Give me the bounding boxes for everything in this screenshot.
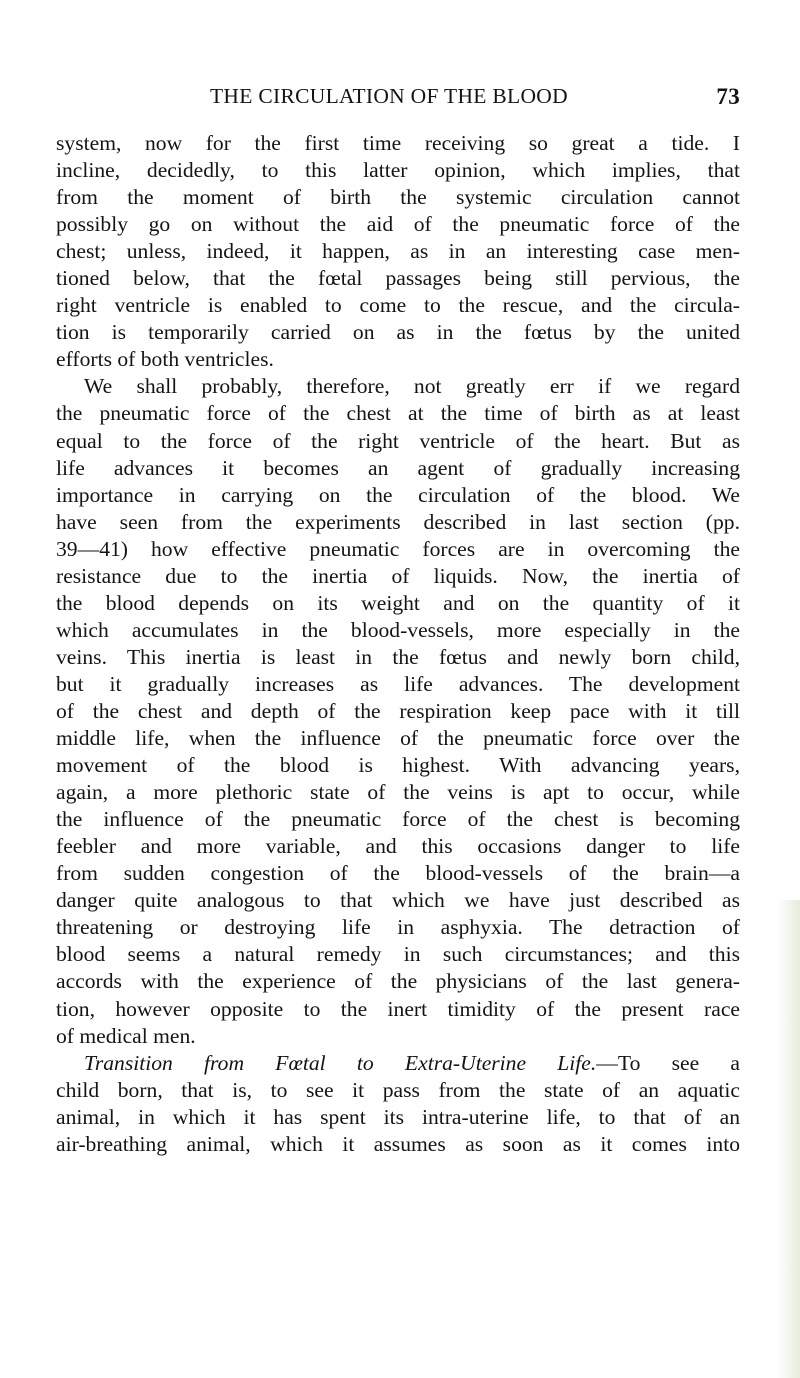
text-line: again, a more plethoric state of the veins is apt to occur, while: [56, 780, 740, 805]
text-line: blood seems a natural remedy in such circumstances; and this: [56, 942, 740, 967]
text-line: of medical men.: [56, 1023, 196, 1048]
text-line: but it gradually increases as life advances. The development: [56, 671, 740, 696]
text-line: resistance due to the inertia of liquids. Now, the inertia of: [56, 563, 740, 588]
section-heading: Transition from Fœtal to Extra-Uterine Life.: [84, 1050, 597, 1075]
text-line: the blood depends on its weight and on the quantity of it: [56, 590, 740, 615]
text-line: equal to the force of the right ventricle of the heart. But as: [56, 428, 740, 453]
text-line: middle life, when the influence of the pneumatic force over the: [56, 726, 740, 751]
text-line: chest; unless, indeed, it happen, as in an interesting case men-: [56, 239, 740, 264]
running-title: THE CIRCULATION OF THE BLOOD: [210, 84, 568, 108]
text-line: 39—41) how effective pneumatic forces are in overcoming the: [56, 536, 740, 561]
text-line: the pneumatic force of the chest at the time of birth as at least: [56, 401, 740, 426]
text-line: possibly go on without the aid of the pneumatic force of the: [56, 212, 740, 237]
section-heading-line: [56, 1050, 740, 1077]
text-line: have seen from the experiments described in last section (pp.: [56, 509, 740, 534]
text-line: tioned below, that the fœtal passages being still pervious, the: [56, 266, 740, 291]
text-line: efforts of both ventricles.: [56, 347, 274, 372]
page-edge-shadow: [778, 900, 800, 1378]
text-line: animal, in which it has spent its intra-uterine life, to that of an: [56, 1104, 740, 1129]
text-line: accords with the experience of the physicians of the last genera-: [56, 969, 740, 994]
text-line: importance in carrying on the circulation of the blood. We: [56, 482, 740, 507]
paragraph-start-line: We shall probably, therefore, not greatly err if we regard: [84, 374, 740, 399]
section-lead-text: —To see a: [596, 1050, 740, 1075]
text-line: tion, however opposite to the inert timidity of the present race: [56, 996, 740, 1021]
page-header: [210, 84, 740, 114]
text-line: from sudden congestion of the blood-vessels of the brain—a: [56, 861, 740, 886]
text-line: of the chest and depth of the respiration keep pace with it till: [56, 698, 740, 723]
page-number: 73: [716, 84, 740, 109]
text-line: from the moment of birth the systemic circulation cannot: [56, 185, 740, 210]
text-line: child born, that is, to see it pass from the state of an aquatic: [56, 1077, 740, 1102]
text-line: feebler and more variable, and this occasions danger to life: [56, 834, 740, 859]
text-line: incline, decidedly, to this latter opinion, which implies, that: [56, 158, 740, 183]
text-line: right ventricle is enabled to come to the rescue, and the circula-: [56, 293, 740, 318]
text-line: threatening or destroying life in asphyxia. The detraction of: [56, 915, 740, 940]
text-line: tion is temporarily carried on as in the fœtus by the united: [56, 320, 740, 345]
text-line: air-breathing animal, which it assumes as soon as it comes into: [56, 1131, 740, 1156]
text-line: danger quite analogous to that which we have just described as: [56, 888, 740, 913]
text-line: veins. This inertia is least in the fœtus and newly born child,: [56, 644, 740, 669]
text-line: the influence of the pneumatic force of the chest is becoming: [56, 807, 740, 832]
body-text: [56, 130, 740, 1158]
text-line: movement of the blood is highest. With advancing years,: [56, 753, 740, 778]
text-line: life advances it becomes an agent of gradually increasing: [56, 455, 740, 480]
text-line: system, now for the first time receiving so great a tide. I: [56, 131, 740, 155]
text-line: which accumulates in the blood-vessels, more especially in the: [56, 617, 740, 642]
